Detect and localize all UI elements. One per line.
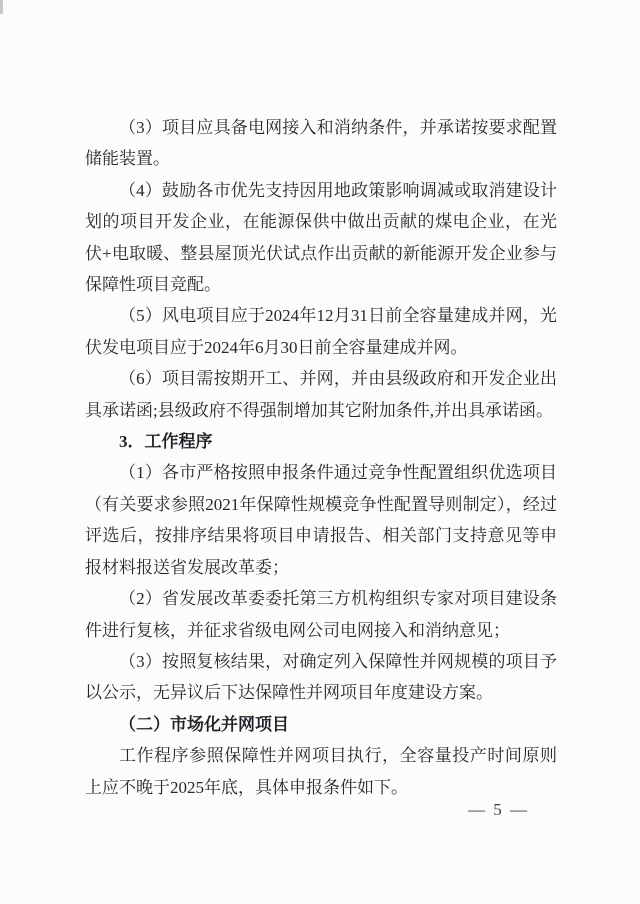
clause-paragraph: 工作程序参照保障性并网项目执行，全容量投产时间原则上应不晚于2025年底，具体申报条件如下。 [85, 746, 557, 797]
scan-edge-artifact [0, 0, 3, 14]
clause-paragraph: （3）项目应具备电网接入和消纳条件，并承诺按要求配置储能装置。 [85, 118, 557, 169]
section-heading-work-procedure: 3．工作程序 [119, 432, 213, 452]
section-heading-market-grid-projects: （二）市场化并网项目 [119, 714, 289, 734]
clause-paragraph: （5）风电项目应于2024年12月31日前全容量建成并网，光伏发电项目应于2024年6月30日前全容量建成并网。 [85, 306, 557, 357]
page-number: — 5 — [468, 800, 529, 819]
document-body [85, 112, 557, 803]
clause-paragraph: （4）鼓励各市优先支持因用地政策影响调减或取消建设计划的项目开发企业，在能源保供中做出贡献的煤电企业，在光伏+电取暖、整县屋顶光伏试点作出贡献的新能源开发企业参与保障性项目竞配。 [85, 180, 557, 295]
clause-paragraph: （1）各市严格按照申报条件通过竞争性配置组织优选项目（有关要求参照2021年保障性规模竞争性配置导则制定），经过评选后，按排序结果将项目申请报告、相关部门支持意见等申报材料报送省发展改革委； [85, 463, 557, 577]
clause-paragraph: （3）按照复核结果，对确定列入保障性并网规模的项目予以公示，无异议后下达保障性并网项目年度建设方案。 [85, 651, 557, 703]
clause-paragraph: （2）省发展改革委委托第三方机构组织专家对项目建设条件进行复核，并征求省级电网公司电网接入和消纳意见； [85, 589, 557, 640]
clause-paragraph: （6）项目需按期开工、并网，并由县级政府和开发企业出具承诺函;县级政府不得强制增加其它附加条件,并出具承诺函。 [85, 369, 557, 420]
